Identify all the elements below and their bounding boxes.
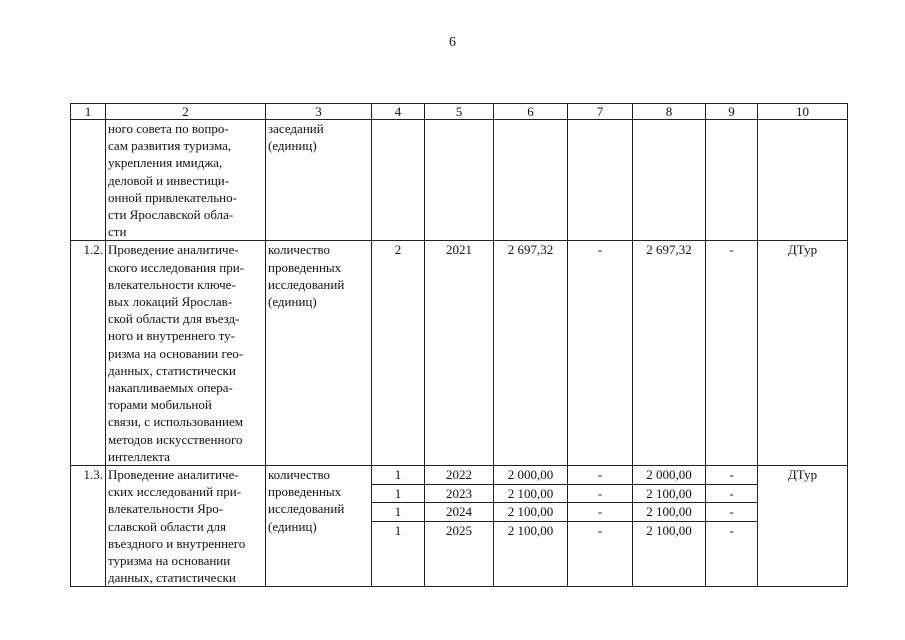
total-funding-2022: 2 000,00 xyxy=(494,466,567,485)
funding-9-2025: - xyxy=(729,522,734,538)
header-cell: 7 xyxy=(568,104,633,120)
text-line: Проведение аналитиче- xyxy=(108,242,239,258)
text-line: вых локаций Ярослав- xyxy=(108,294,233,310)
text-line: проведенных xyxy=(268,484,342,500)
text-line: славской области для xyxy=(108,518,227,534)
text-line: ризма на основании гео- xyxy=(108,345,244,361)
funding-cell: 2 697,32 xyxy=(633,241,706,466)
funding-7-2022: - xyxy=(568,466,632,485)
text-line: сти xyxy=(108,224,127,240)
text-line: ного совета по вопро- xyxy=(108,121,229,136)
text-line: сам развития туризма, xyxy=(108,138,232,154)
page-number: 6 xyxy=(449,35,456,50)
total-funding-stack xyxy=(494,466,568,587)
row-number-cell: 1.2. xyxy=(71,241,106,466)
header-cell: 9 xyxy=(706,104,758,120)
year-2024: 2024 xyxy=(425,503,493,522)
total-funding-2023: 2 100,00 xyxy=(494,485,567,504)
cell xyxy=(372,120,425,241)
text-line: влекательности ключе- xyxy=(108,276,236,292)
indicator-value-cell: 2 xyxy=(372,241,425,466)
row-number-cell: 1.3. xyxy=(71,466,106,587)
program-table xyxy=(70,103,848,587)
table-row-1-3 xyxy=(71,466,848,587)
funding-7-2024: - xyxy=(568,503,632,522)
text-line: ского исследования при- xyxy=(108,259,245,275)
year-2022: 2022 xyxy=(425,466,493,485)
year-cell: 2021 xyxy=(425,241,494,466)
funding-8-2025: 2 100,00 xyxy=(646,522,692,538)
header-cell: 4 xyxy=(372,104,425,120)
indicator-value-stack xyxy=(372,466,425,587)
total-funding-2025: 2 100,00 xyxy=(507,522,554,538)
indicator-value-2022: 1 xyxy=(372,466,424,485)
funding-9-2023: - xyxy=(706,485,757,504)
text-line: Проведение аналитиче- xyxy=(108,467,239,483)
header-cell: 8 xyxy=(633,104,706,120)
text-line: методов искусственного xyxy=(108,431,243,447)
text-line: онной привлекательно- xyxy=(108,189,237,205)
text-line: торами мобильной xyxy=(108,397,212,413)
funding-stack-7 xyxy=(568,466,633,587)
cell xyxy=(758,120,848,241)
indicator-cell xyxy=(266,120,372,241)
funding-stack-8 xyxy=(633,466,706,587)
text-line: накапливаемых опера- xyxy=(108,380,233,396)
header-cell: 3 xyxy=(266,104,372,120)
text-line: укрепления имиджа, xyxy=(108,155,223,171)
header-cell: 5 xyxy=(425,104,494,120)
text-line: ного и внутреннего ту- xyxy=(108,328,235,344)
header-cell: 2 xyxy=(106,104,266,120)
year-2025: 2025 xyxy=(446,522,472,538)
text-line: исследований xyxy=(268,501,345,517)
funding-cell: - xyxy=(706,241,758,466)
executor-cell: ДТур xyxy=(758,466,848,587)
executor-cell: ДТур xyxy=(758,241,848,466)
cell xyxy=(425,120,494,241)
total-funding-2024: 2 100,00 xyxy=(494,503,567,522)
total-funding-cell: 2 697,32 xyxy=(494,241,568,466)
funding-9-2022: - xyxy=(706,466,757,485)
funding-7-2023: - xyxy=(568,485,632,504)
indicator-cell xyxy=(266,466,372,587)
year-2023: 2023 xyxy=(425,485,493,504)
cell xyxy=(633,120,706,241)
text-line: туризма на основании xyxy=(108,553,231,569)
text-line: связи, с использованием xyxy=(108,414,243,430)
text-line: ских исследований при- xyxy=(108,484,242,500)
cell xyxy=(568,120,633,241)
event-description-cell xyxy=(106,241,266,466)
header-cell: 6 xyxy=(494,104,568,120)
header-row xyxy=(71,104,848,120)
indicator-value-2023: 1 xyxy=(372,485,424,504)
cell xyxy=(706,120,758,241)
text-line: интеллекта xyxy=(108,448,170,464)
event-description-cell xyxy=(106,466,266,587)
funding-cell: - xyxy=(568,241,633,466)
text-line: заседаний xyxy=(268,121,324,136)
text-line: (единиц) xyxy=(268,294,317,310)
text-line: исследований xyxy=(268,276,345,292)
text-line: (единиц) xyxy=(268,518,317,534)
text-line: деловой и инвестици- xyxy=(108,172,230,188)
indicator-value-2024: 1 xyxy=(372,503,424,522)
funding-stack-9 xyxy=(706,466,758,587)
header-cell: 1 xyxy=(71,104,106,120)
table-row-1-2 xyxy=(71,241,848,466)
table-row-continuation xyxy=(71,120,848,241)
indicator-cell xyxy=(266,241,372,466)
text-line: ской области для въезд- xyxy=(108,311,240,327)
text-line: количество xyxy=(268,242,331,258)
funding-9-2024: - xyxy=(706,503,757,522)
funding-8-2022: 2 000,00 xyxy=(633,466,705,485)
text-line: (единиц) xyxy=(268,138,317,154)
row-number-cell xyxy=(71,120,106,241)
text-line: данных, статистически xyxy=(108,570,236,586)
funding-7-2025: - xyxy=(597,522,603,538)
event-description-cell xyxy=(106,120,266,241)
year-stack xyxy=(425,466,494,587)
text-line: сти Ярославской обла- xyxy=(108,207,234,223)
text-line: влекательности Яро- xyxy=(108,501,224,517)
indicator-value-2025: 1 xyxy=(394,522,402,538)
header-cell: 10 xyxy=(758,104,848,120)
funding-8-2024: 2 100,00 xyxy=(633,503,705,522)
text-line: проведенных xyxy=(268,259,342,275)
text-line: въездного и внутреннего xyxy=(108,535,246,551)
funding-8-2023: 2 100,00 xyxy=(633,485,705,504)
cell xyxy=(494,120,568,241)
text-line: данных, статистически xyxy=(108,362,236,378)
text-line: количество xyxy=(268,467,331,483)
